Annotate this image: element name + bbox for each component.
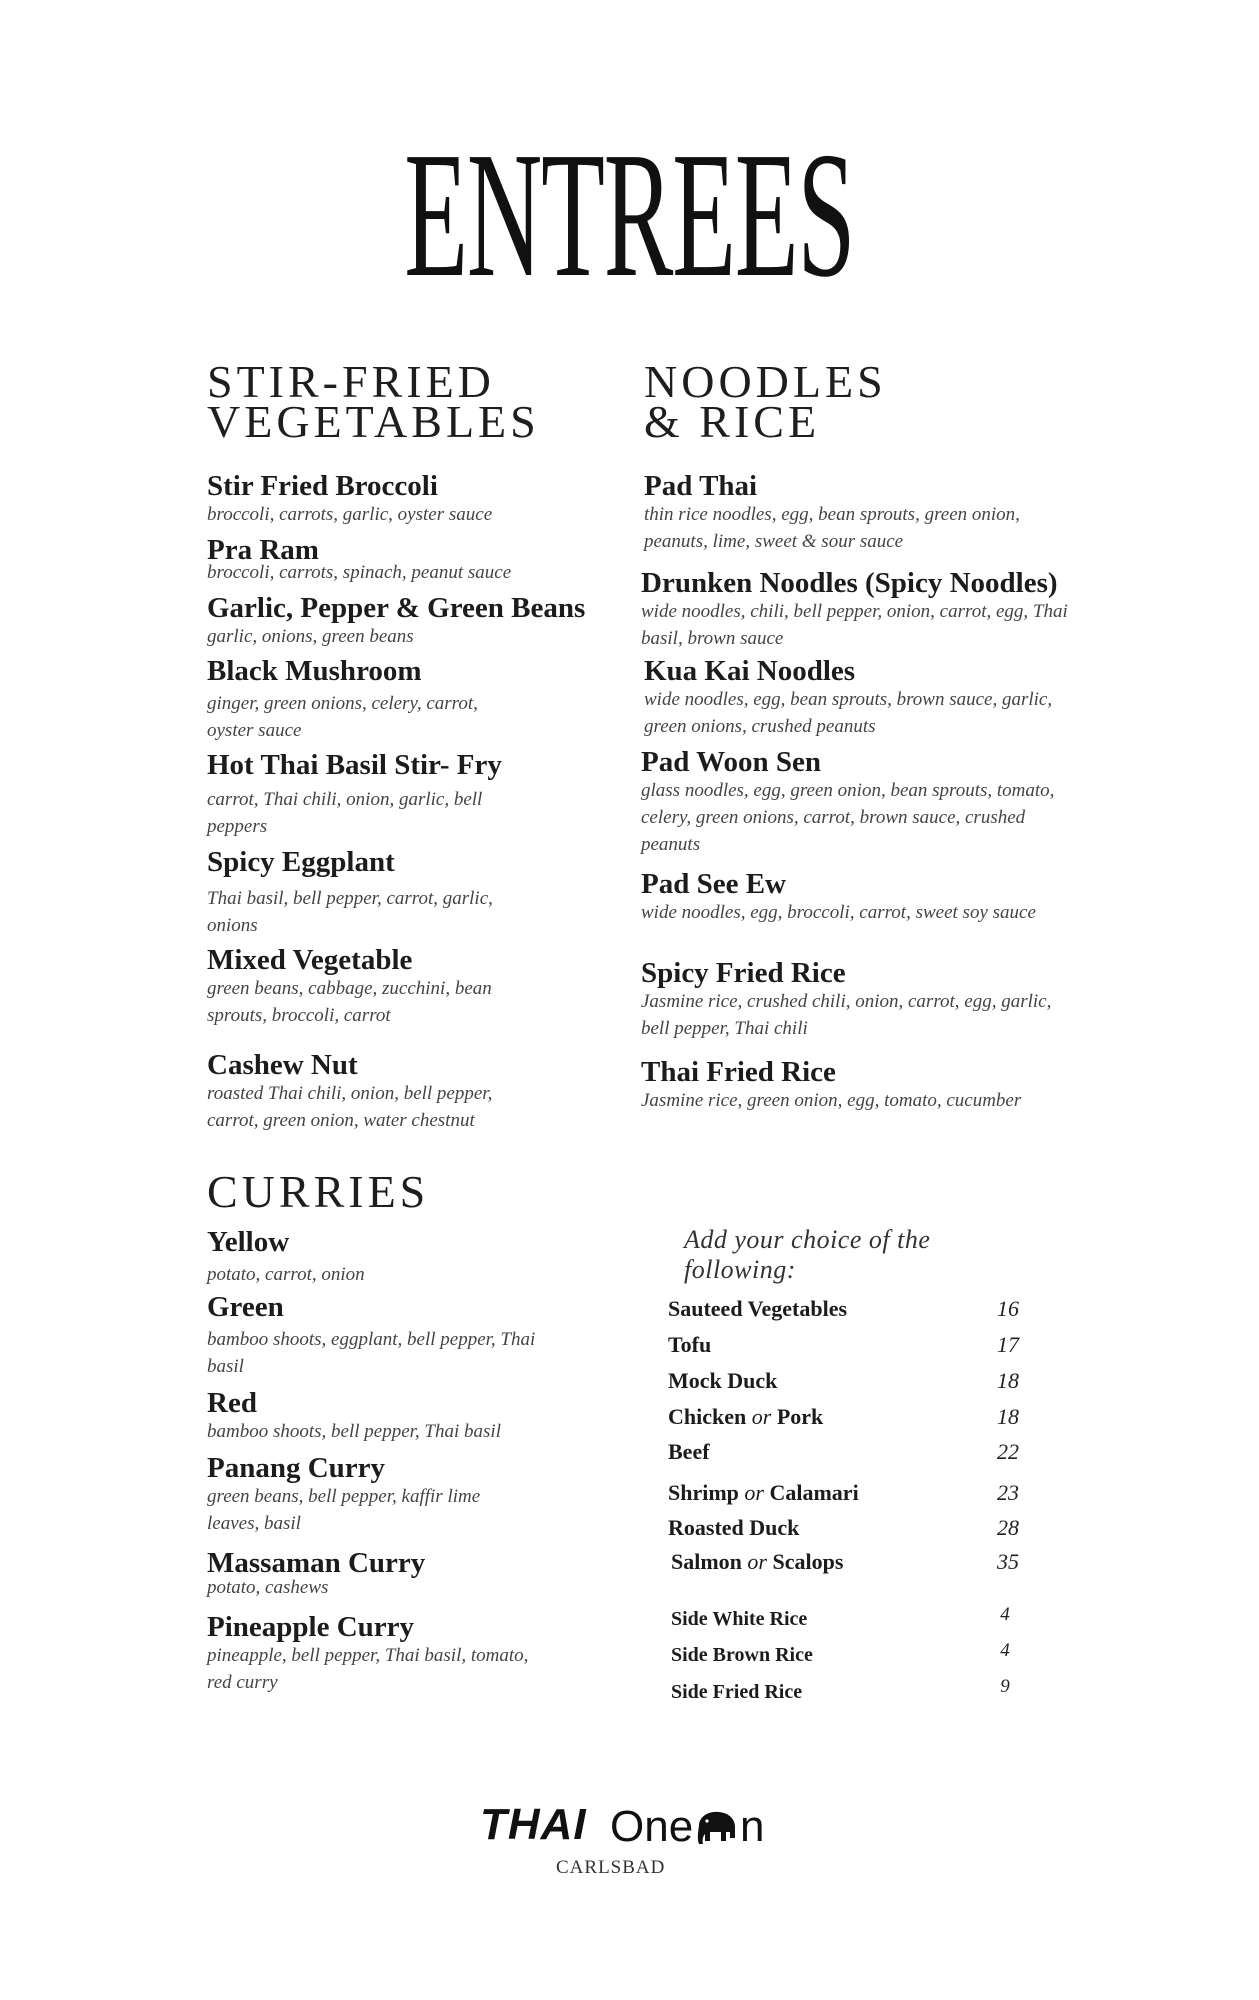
side-name: Side White Rice bbox=[671, 1608, 808, 1630]
addon-row bbox=[668, 1368, 1028, 1396]
item-name: Stir Fried Broccoli bbox=[207, 470, 438, 502]
menu-item-massaman-curry bbox=[207, 1548, 537, 1601]
or-connector: or bbox=[744, 1480, 764, 1505]
item-name: Thai Fried Rice bbox=[641, 1056, 836, 1088]
menu-item-kua-kai-noodles bbox=[644, 656, 1084, 740]
item-description: broccoli, carrots, garlic, oyster sauce bbox=[207, 504, 493, 525]
addon-name: Sauteed Vegetables bbox=[668, 1296, 848, 1321]
logo-thai-text: THAI bbox=[480, 1800, 587, 1849]
menu-item-spicy-fried-rice bbox=[641, 958, 1081, 1042]
addon-option-a: Chicken bbox=[668, 1404, 747, 1429]
menu-item-garlic-pepper-green-beans bbox=[207, 593, 627, 650]
item-description: broccoli, carrots, spinach, peanut sauce bbox=[207, 562, 512, 583]
section-heading-line: VEGETABLES bbox=[207, 396, 540, 447]
item-description: ginger, green onions, celery, carrot, oyster sauce bbox=[207, 693, 478, 741]
or-connector: or bbox=[751, 1404, 772, 1429]
logo-on-text: n bbox=[740, 1802, 765, 1851]
item-name: Green bbox=[207, 1291, 284, 1323]
item-description: bamboo shoots, eggplant, bell pepper, Thai basil bbox=[207, 1329, 536, 1377]
side-price: 4 bbox=[1000, 1604, 1010, 1625]
item-name: Pad See Ew bbox=[641, 868, 786, 900]
addon-name: Mock Duck bbox=[668, 1368, 778, 1393]
item-description: green beans, cabbage, zucchini, bean sprouts, broccoli, carrot bbox=[207, 978, 492, 1026]
item-name: Red bbox=[207, 1387, 257, 1419]
addon-price: 18 bbox=[997, 1368, 1019, 1393]
item-name: Cashew Nut bbox=[207, 1049, 358, 1081]
item-name: Spicy Fried Rice bbox=[641, 957, 846, 989]
addon-name bbox=[668, 1404, 823, 1430]
addon-price: 28 bbox=[997, 1515, 1019, 1540]
item-description: thin rice noodles, egg, bean sprouts, green onion, peanuts, lime, sweet & sour sauce bbox=[644, 504, 1020, 552]
addon-name bbox=[668, 1480, 859, 1506]
item-name: Drunken Noodles (Spicy Noodles) bbox=[641, 567, 1058, 599]
item-description: Jasmine rice, green onion, egg, tomato, cucumber bbox=[641, 1090, 1022, 1111]
section-heading-curries: CURRIES bbox=[207, 1166, 430, 1217]
menu-item-panang-curry bbox=[207, 1453, 537, 1537]
item-description: wide noodles, egg, bean sprouts, brown sauce, garlic, green onions, crushed peanuts bbox=[644, 689, 1053, 737]
item-description: Jasmine rice, crushed chili, onion, carrot, egg, garlic, bell pepper, Thai chili bbox=[641, 991, 1052, 1039]
menu-item-pra-ram bbox=[207, 535, 627, 586]
addon-intro: Add your choice of the following: bbox=[684, 1225, 931, 1284]
addon-row bbox=[668, 1480, 1028, 1508]
item-description: green beans, bell pepper, kaffir lime leaves, basil bbox=[207, 1486, 481, 1534]
menu-item-pad-woon-sen bbox=[641, 747, 1081, 858]
item-description: glass noodles, egg, green onion, bean sprouts, tomato, celery, green onions, carrot, brown sauce, crushed peanuts bbox=[641, 780, 1055, 855]
section-heading-line: STIR-FRIED bbox=[207, 356, 495, 407]
item-name: Pad Woon Sen bbox=[641, 746, 821, 778]
item-name: Garlic, Pepper & Green Beans bbox=[207, 592, 586, 624]
page-title: ENTREES bbox=[404, 115, 855, 314]
section-heading-line: & RICE bbox=[644, 396, 821, 447]
menu-item-drunken-noodles bbox=[641, 568, 1101, 652]
item-name: Mixed Vegetable bbox=[207, 944, 413, 976]
item-name: Black Mushroom bbox=[207, 655, 422, 687]
item-name: Yellow bbox=[207, 1226, 290, 1258]
section-heading-stir-fried bbox=[207, 356, 540, 447]
item-name: Panang Curry bbox=[207, 1452, 386, 1484]
item-description: potato, carrot, onion bbox=[207, 1264, 365, 1285]
menu-item-thai-fried-rice bbox=[641, 1057, 1101, 1114]
addon-price: 16 bbox=[997, 1296, 1019, 1321]
item-name: Pineapple Curry bbox=[207, 1611, 415, 1643]
elephant-icon bbox=[693, 1808, 739, 1848]
addon-name: Roasted Duck bbox=[668, 1515, 800, 1540]
item-description: bamboo shoots, bell pepper, Thai basil bbox=[207, 1421, 501, 1442]
menu-item-spicy-eggplant bbox=[207, 847, 517, 939]
item-description: pineapple, bell pepper, Thai basil, tomato, red curry bbox=[207, 1645, 529, 1693]
side-name: Side Fried Rice bbox=[671, 1681, 803, 1703]
addon-price: 22 bbox=[997, 1439, 1019, 1464]
addon-price: 35 bbox=[997, 1549, 1019, 1574]
addon-row bbox=[668, 1439, 1028, 1467]
addon-name: Tofu bbox=[668, 1332, 712, 1357]
item-description: wide noodles, chili, bell pepper, onion, carrot, egg, Thai basil, brown sauce bbox=[641, 601, 1068, 649]
item-name: Spicy Eggplant bbox=[207, 846, 395, 878]
side-row bbox=[671, 1604, 1031, 1636]
side-row bbox=[671, 1640, 1031, 1672]
menu-item-stir-fried-broccoli bbox=[207, 471, 627, 528]
side-price: 9 bbox=[1000, 1676, 1010, 1697]
menu-item-yellow-curry bbox=[207, 1227, 537, 1288]
item-name: Hot Thai Basil Stir- Fry bbox=[207, 749, 502, 781]
item-name: Pad Thai bbox=[644, 470, 758, 502]
item-description: roasted Thai chili, onion, bell pepper, carrot, green onion, water chestnut bbox=[207, 1083, 493, 1131]
item-description: potato, cashews bbox=[207, 1577, 329, 1598]
item-name: Massaman Curry bbox=[207, 1547, 426, 1579]
addon-name bbox=[671, 1549, 843, 1575]
menu-item-green-curry bbox=[207, 1292, 537, 1380]
menu-item-red-curry bbox=[207, 1388, 587, 1445]
menu-item-hot-thai-basil bbox=[207, 750, 517, 840]
addon-row bbox=[668, 1515, 1028, 1543]
item-description: garlic, onions, green beans bbox=[207, 626, 414, 647]
or-connector: or bbox=[747, 1549, 767, 1574]
addon-option-b: Scalops bbox=[772, 1549, 844, 1574]
menu-item-pineapple-curry bbox=[207, 1612, 537, 1696]
addon-price: 17 bbox=[997, 1332, 1019, 1357]
logo-one-text: One bbox=[610, 1802, 694, 1851]
addon-row bbox=[668, 1296, 1028, 1324]
menu-item-pad-thai bbox=[644, 471, 1084, 555]
addon-option-a: Salmon bbox=[671, 1549, 742, 1574]
item-name: Pra Ram bbox=[207, 534, 319, 566]
addon-option-b: Pork bbox=[776, 1404, 824, 1429]
item-description: wide noodles, egg, broccoli, carrot, sweet soy sauce bbox=[641, 902, 1036, 923]
restaurant-logo bbox=[480, 1800, 780, 1890]
addon-option-b: Calamari bbox=[769, 1480, 859, 1505]
addon-row bbox=[671, 1549, 1031, 1577]
addon-row bbox=[668, 1332, 1028, 1360]
side-name: Side Brown Rice bbox=[671, 1644, 813, 1666]
side-price: 4 bbox=[1000, 1640, 1010, 1661]
item-description: Thai basil, bell pepper, carrot, garlic, onions bbox=[207, 888, 493, 936]
side-row bbox=[671, 1676, 1031, 1709]
menu-item-black-mushroom bbox=[207, 656, 517, 744]
section-heading-line: NOODLES bbox=[644, 356, 887, 407]
addon-price: 18 bbox=[997, 1404, 1019, 1429]
addon-name: Beef bbox=[668, 1439, 710, 1464]
logo-city: CARLSBAD bbox=[556, 1857, 666, 1878]
item-name: Kua Kai Noodles bbox=[644, 655, 856, 687]
addon-price: 23 bbox=[997, 1480, 1019, 1505]
addon-row bbox=[668, 1404, 1028, 1432]
menu-item-mixed-vegetable bbox=[207, 945, 537, 1029]
item-description: carrot, Thai chili, onion, garlic, bell peppers bbox=[207, 789, 483, 837]
addon-option-a: Shrimp bbox=[668, 1480, 739, 1505]
menu-item-pad-see-ew bbox=[641, 869, 1061, 926]
section-heading-noodles-rice bbox=[644, 356, 887, 447]
menu-item-cashew-nut bbox=[207, 1050, 547, 1134]
